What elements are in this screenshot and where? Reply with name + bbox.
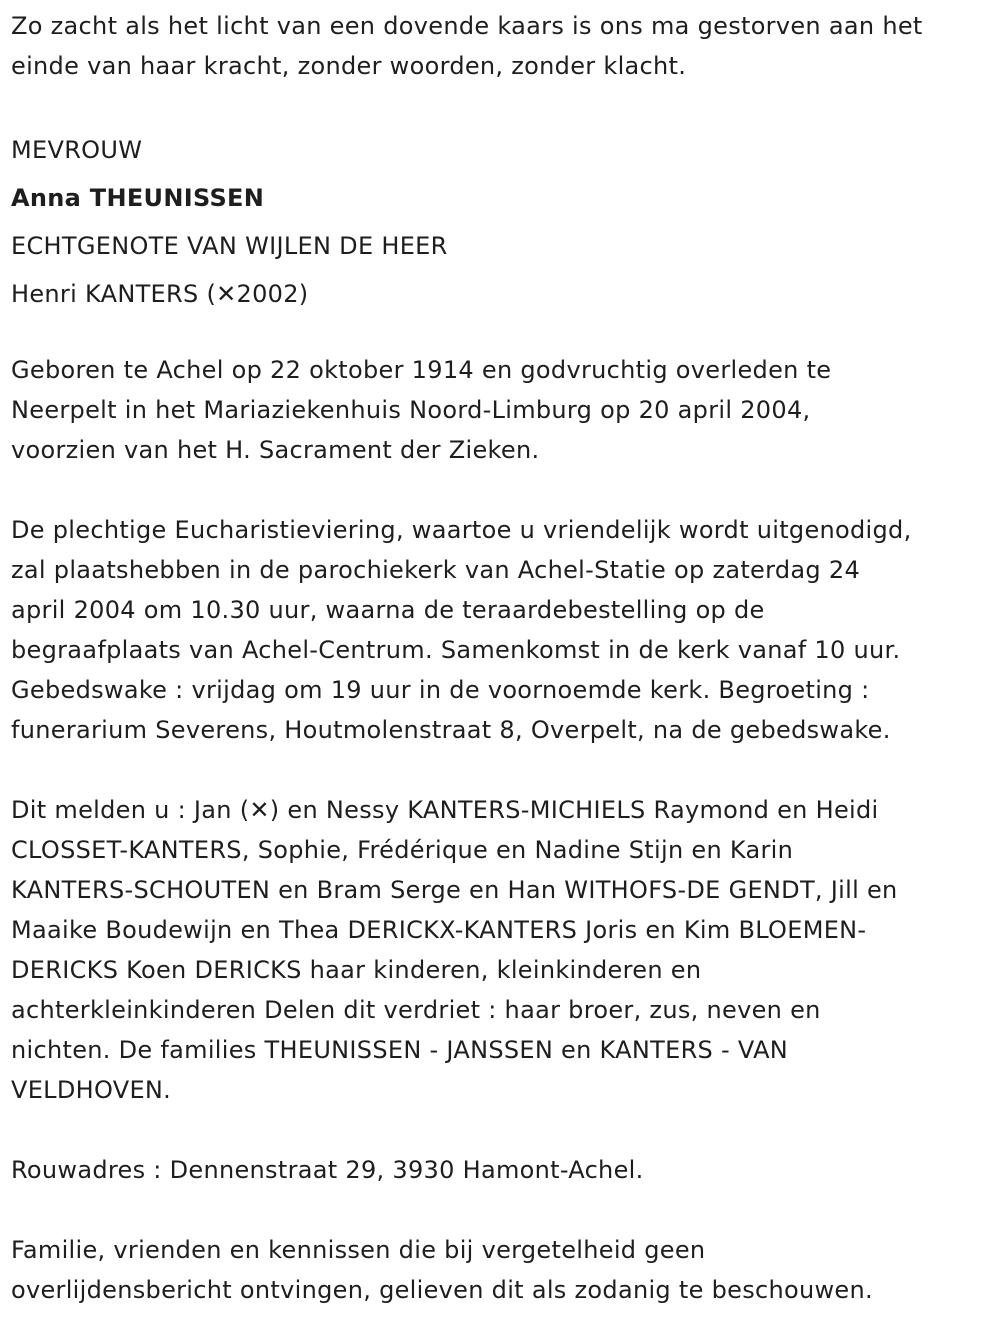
text-line: DERICKS Koen DERICKS haar kinderen, kleinkinderen en <box>11 956 702 984</box>
text-line: april 2004 om 10.30 uur, waarna de teraardebestelling op de <box>11 596 765 624</box>
intro-paragraph <box>11 6 996 86</box>
text-line: VELDHOVEN. <box>11 1076 172 1104</box>
title-line: MEVROUW <box>11 136 143 164</box>
ceremony-paragraph <box>11 510 996 750</box>
deceased-heading <box>11 126 996 318</box>
text-line: overlijdensbericht ontvingen, gelieven dit als zodanig te beschouwen. <box>11 1276 873 1304</box>
text-line: nichten. De families THEUNISSEN - JANSSEN en KANTERS - VAN <box>11 1036 789 1064</box>
obituary-document <box>11 6 996 1310</box>
relation-line: ECHTGENOTE VAN WIJLEN DE HEER <box>11 232 448 260</box>
text-line: Neerpelt in het Mariaziekenhuis Noord-Limburg op 20 april 2004, <box>11 396 811 424</box>
text-line: achterkleinkinderen Delen dit verdriet : haar broer, zus, neven en <box>11 996 821 1024</box>
text-line: CLOSSET-KANTERS, Sophie, Frédérique en Nadine Stijn en Karin <box>11 836 794 864</box>
address-paragraph <box>11 1150 996 1190</box>
text-line: Maaike Boudewijn en Thea DERICKX-KANTERS Joris en Kim BLOEMEN- <box>11 916 867 944</box>
text-line: funerarium Severens, Houtmolenstraat 8, Overpelt, na de gebedswake. <box>11 716 891 744</box>
text-line: Gebedswake : vrijdag om 19 uur in de voornoemde kerk. Begroeting : <box>11 676 870 704</box>
birth-death-paragraph <box>11 350 996 470</box>
address-line: Rouwadres : Dennenstraat 29, 3930 Hamont-Achel. <box>11 1156 644 1184</box>
text-line: Geboren te Achel op 22 oktober 1914 en godvruchtig overleden te <box>11 356 832 384</box>
text-line: Zo zacht als het licht van een dovende kaars is ons ma gestorven aan het <box>11 12 923 40</box>
text-line: Dit melden u : Jan (✕) en Nessy KANTERS-MICHIELS Raymond en Heidi <box>11 796 879 824</box>
text-line: voorzien van het H. Sacrament der Zieken. <box>11 436 540 464</box>
text-line: einde van haar kracht, zonder woorden, zonder klacht. <box>11 52 687 80</box>
closing-paragraph <box>11 1230 996 1310</box>
text-line: De plechtige Eucharistieviering, waartoe u vriendelijk wordt uitgenodigd, <box>11 516 912 544</box>
text-line: begraafplaats van Achel-Centrum. Samenkomst in de kerk vanaf 10 uur. <box>11 636 901 664</box>
deceased-name: Anna THEUNISSEN <box>11 184 265 212</box>
text-line: zal plaatshebben in de parochiekerk van Achel-Statie op zaterdag 24 <box>11 556 861 584</box>
spouse-line: Henri KANTERS (✕2002) <box>11 280 309 308</box>
family-paragraph <box>11 790 996 1110</box>
text-line: Familie, vrienden en kennissen die bij vergetelheid geen <box>11 1236 706 1264</box>
text-line: KANTERS-SCHOUTEN en Bram Serge en Han WITHOFS-DE GENDT, Jill en <box>11 876 898 904</box>
